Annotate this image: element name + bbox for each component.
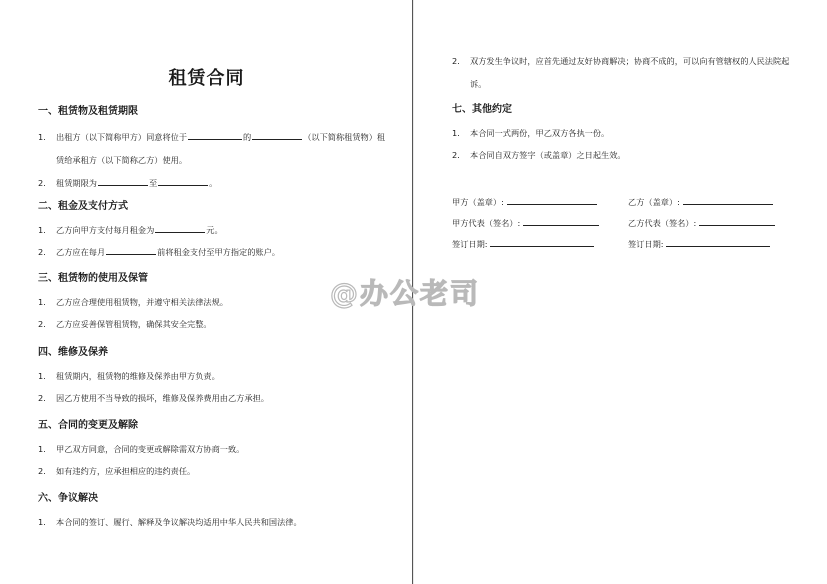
party-b-seal-row xyxy=(628,195,773,208)
document-title: 租赁合同 xyxy=(168,68,245,89)
signature-blank[interactable] xyxy=(490,237,594,247)
signature-label: 签订日期: xyxy=(452,239,488,249)
watermark: @办公老司 xyxy=(330,277,481,310)
clause-number: 1. xyxy=(38,444,46,454)
clause-text: 如有违约方，应承担相应的违约责任。 xyxy=(56,466,196,476)
clause-number: 2. xyxy=(38,247,46,257)
fill-blank[interactable] xyxy=(252,130,302,140)
clause-text: 至 xyxy=(148,178,158,188)
fill-blank[interactable] xyxy=(155,223,205,233)
fill-blank[interactable] xyxy=(158,176,208,186)
clause-text: 出租方（以下简称甲方）同意将位于 xyxy=(56,132,188,142)
party-a-seal-row xyxy=(452,195,597,208)
section-other xyxy=(452,101,807,166)
clause-7-1 xyxy=(452,122,807,144)
clause-text: 乙方向甲方支付每月租金为 xyxy=(56,225,155,235)
section-title: 四、维修及保养 xyxy=(38,347,108,358)
sign-date-b-row xyxy=(628,237,770,250)
clause-text: 乙方应妥善保管租赁物，确保其安全完整。 xyxy=(56,319,212,329)
signature-label: 甲方（盖章）: xyxy=(452,197,504,207)
clause-number: 2. xyxy=(38,393,46,403)
signature-label: 签订日期: xyxy=(628,239,664,249)
clause-text: 。 xyxy=(209,178,218,188)
clause-6-2 xyxy=(452,50,805,96)
sign-date-a-row xyxy=(452,237,594,250)
clause-text: 的 xyxy=(243,132,252,142)
clause-text: 乙方应在每月 xyxy=(56,247,106,257)
section-dispute-continued xyxy=(452,50,805,96)
clause-number: 1. xyxy=(38,297,46,307)
clause-text: 租赁期限为 xyxy=(56,178,97,188)
clause-4-1 xyxy=(38,365,392,387)
signature-blank[interactable] xyxy=(507,195,597,205)
section-title: 一、租赁物及租赁期限 xyxy=(38,106,138,117)
fill-blank[interactable] xyxy=(188,130,242,140)
fill-blank[interactable] xyxy=(98,176,148,186)
clause-2-2 xyxy=(38,241,392,263)
section-title: 六、争议解决 xyxy=(38,493,98,504)
signature-blank[interactable] xyxy=(683,195,773,205)
clause-4-2 xyxy=(38,387,392,409)
clause-number: 1. xyxy=(38,132,46,142)
clause-text: 前将租金支付至甲方指定的账户。 xyxy=(157,247,280,257)
section-dispute xyxy=(38,490,392,533)
clause-text: 双方发生争议时，应首先通过友好协商解决；协商不成的，可以向有管辖权的人民法院起诉。 xyxy=(470,56,790,89)
fill-blank[interactable] xyxy=(106,245,156,255)
clause-number: 2. xyxy=(452,150,460,160)
clause-text: 因乙方使用不当导致的损坏，维修及保养费用由乙方承担。 xyxy=(56,393,269,403)
clause-3-2 xyxy=(38,313,392,335)
clause-5-2 xyxy=(38,460,392,482)
section-title: 二、租金及支付方式 xyxy=(38,201,128,212)
signature-label: 乙方（盖章）: xyxy=(628,197,680,207)
party-b-rep-row xyxy=(628,216,775,229)
signature-label: 乙方代表（签名）: xyxy=(628,218,697,228)
section-title: 七、其他约定 xyxy=(452,104,512,115)
clause-1-2 xyxy=(38,172,392,194)
section-rent-payment xyxy=(38,198,392,263)
signature-label: 甲方代表（签名）: xyxy=(452,218,521,228)
clause-text: 租赁期内，租赁物的维修及保养由甲方负责。 xyxy=(56,371,220,381)
signature-blank[interactable] xyxy=(523,216,599,226)
clause-number: 2. xyxy=(38,466,46,476)
clause-7-2 xyxy=(452,144,807,166)
section-lease-object xyxy=(38,103,392,194)
clause-text: 本合同一式两份，甲乙双方各执一份。 xyxy=(470,128,610,138)
section-title: 三、租赁物的使用及保管 xyxy=(38,273,148,284)
signature-blank[interactable] xyxy=(666,237,770,247)
clause-number: 1. xyxy=(38,225,46,235)
clause-text: 乙方应合理使用租赁物，并遵守相关法律法规。 xyxy=(56,297,228,307)
clause-5-1 xyxy=(38,438,392,460)
clause-6-1 xyxy=(38,511,392,533)
signature-blank[interactable] xyxy=(699,216,775,226)
clause-1-1 xyxy=(38,126,392,172)
party-a-rep-row xyxy=(452,216,599,229)
section-title: 五、合同的变更及解除 xyxy=(38,420,138,431)
clause-2-1 xyxy=(38,219,392,241)
clause-number: 2. xyxy=(38,178,46,188)
clause-number: 1. xyxy=(452,128,460,138)
clause-text: 本合同的签订、履行、解释及争议解决均适用中华人民共和国法律。 xyxy=(56,517,302,527)
clause-text: （以下简称租赁物）租赁给承租方（以下简称乙方）使用。 xyxy=(56,132,386,165)
clause-number: 1. xyxy=(38,517,46,527)
clause-number: 2. xyxy=(452,56,460,66)
clause-text: 甲乙双方同意，合同的变更或解除需双方协商一致。 xyxy=(56,444,245,454)
clause-number: 2. xyxy=(38,319,46,329)
clause-text: 元。 xyxy=(206,225,223,235)
clause-text: 本合同自双方签字（或盖章）之日起生效。 xyxy=(470,150,626,160)
clause-number: 1. xyxy=(38,371,46,381)
section-maintenance xyxy=(38,344,392,409)
section-change-termination xyxy=(38,417,392,482)
